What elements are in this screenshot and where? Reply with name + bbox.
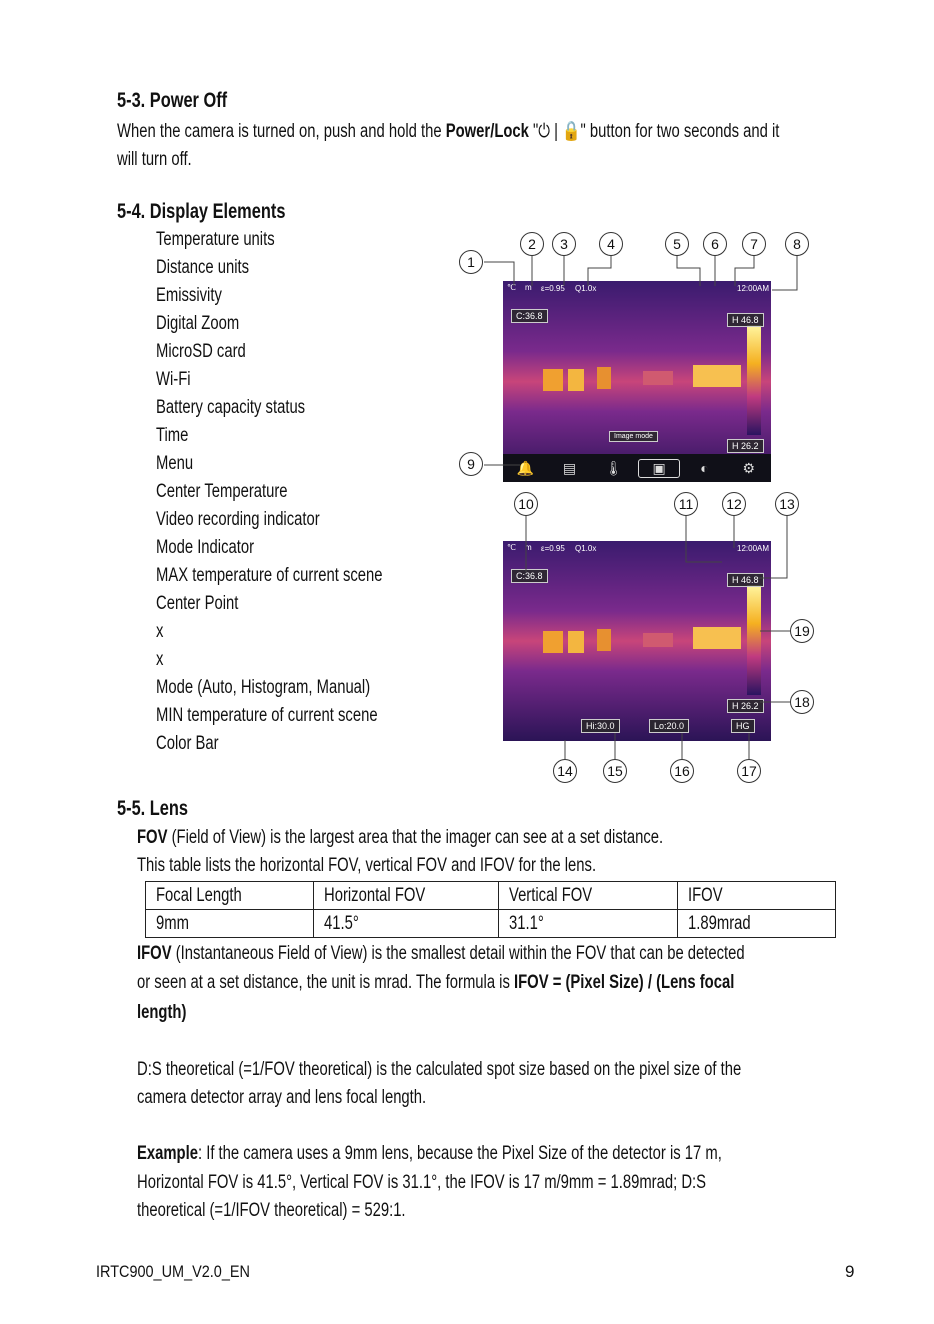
callout-7: 7	[742, 232, 766, 256]
thermometer-icon[interactable]: 🌡	[604, 459, 623, 476]
power-lock-label: Power/Lock	[445, 121, 529, 142]
callout-6: 6	[703, 232, 727, 256]
list-item: Mode Indicator	[156, 537, 255, 558]
gear-icon[interactable]: ⚙	[742, 459, 756, 476]
cell-text: Focal Length	[156, 884, 242, 906]
emissivity-value: ε=0.95	[541, 544, 565, 553]
callout-12: 12	[722, 492, 746, 516]
list-item: Wi-Fi	[156, 369, 191, 390]
ifov-formula: IFOV = (Pixel Size) / (Lens focal	[514, 972, 735, 993]
list-item: Time	[156, 425, 189, 446]
callout-19: 19	[790, 619, 814, 643]
callout-3: 3	[552, 232, 576, 256]
list-item: Mode (Auto, Histogram, Manual)	[156, 677, 371, 698]
list-item: Emissivity	[156, 285, 222, 306]
mode-hg[interactable]: HG	[731, 719, 755, 733]
callout-8: 8	[785, 232, 809, 256]
table-cell	[678, 882, 836, 910]
hi-level[interactable]: Hi:30.0	[581, 719, 620, 733]
list-item: Temperature units	[156, 229, 275, 250]
time-value: 12:00AM	[737, 544, 770, 553]
cell-text: 31.1°	[509, 912, 544, 934]
lo-level[interactable]: Lo:20.0	[649, 719, 689, 733]
cell-text: Horizontal FOV	[324, 884, 426, 906]
callout-2: 2	[520, 232, 544, 256]
list-item: Distance units	[156, 257, 250, 278]
cell-text: 9mm	[156, 912, 189, 934]
callout-17: 17	[737, 759, 761, 783]
list-item: MicroSD card	[156, 341, 246, 362]
cell-text: 1.89mrad	[688, 912, 751, 934]
callout-1: 1	[459, 250, 483, 274]
callout-18: 18	[790, 690, 814, 714]
display-icon[interactable]: ▤	[562, 459, 577, 476]
bell-icon[interactable]: 🔔	[516, 459, 534, 476]
fov-term: FOV	[137, 827, 168, 848]
table-cell	[499, 882, 678, 910]
cell-text: Vertical FOV	[509, 884, 593, 906]
list-item: MIN temperature of current scene	[156, 705, 378, 726]
table-header-row	[146, 882, 836, 910]
text: or seen at a set distance, the unit is mrad. The formula is	[137, 972, 515, 993]
callout-14: 14	[553, 759, 577, 783]
list-item: Center Point	[156, 593, 239, 614]
ds-paragraph-line2: camera detector array and lens focal length.	[137, 1087, 427, 1108]
mode-indicator: Image mode	[609, 431, 658, 442]
ds-paragraph-line1: D:S theoretical (=1/FOV theoretical) is the calculated spot size based on the pixel size of the	[137, 1059, 742, 1080]
list-item: x	[156, 649, 164, 670]
list-item: MAX temperature of current scene	[156, 565, 383, 586]
callout-15: 15	[603, 759, 627, 783]
section-heading-power-off: 5-3. Power Off	[117, 89, 228, 112]
example-term: Example	[137, 1143, 198, 1164]
cell-text: 41.5°	[324, 912, 359, 934]
text: (Field of View) is the largest area that the imager can see at a set distance.	[167, 827, 664, 848]
fov-table	[145, 881, 836, 938]
callout-13: 13	[775, 492, 799, 516]
footer-doc-id: IRTC900_UM_V2.0_EN	[96, 1262, 250, 1281]
center-temperature: C:36.8	[511, 569, 548, 583]
emissivity-value: ε=0.95	[541, 284, 565, 293]
palette-icon[interactable]: ◐	[700, 460, 709, 476]
section-heading-lens: 5-5. Lens	[117, 797, 189, 820]
table-cell	[678, 910, 836, 938]
example-paragraph-line1	[137, 1144, 722, 1163]
image-icon[interactable]: ▣	[638, 459, 680, 478]
zoom-value: Q1.0x	[575, 544, 597, 553]
list-item: x	[156, 621, 164, 642]
ifov-paragraph-line2	[137, 973, 734, 992]
temperature-unit: ℃	[507, 283, 516, 292]
fov-paragraph	[137, 828, 663, 847]
text: When the camera is turned on, push and hold the	[117, 121, 446, 142]
distance-unit: m	[525, 283, 532, 292]
text: : If the camera uses a 9mm lens, because the Pixel Size of the detector is 17 m,	[197, 1143, 722, 1164]
text: button for two seconds and it	[589, 121, 780, 142]
section-heading-display-elements: 5-4. Display Elements	[117, 200, 286, 223]
callout-4: 4	[599, 232, 623, 256]
list-item: Menu	[156, 453, 194, 474]
callout-16: 16	[670, 759, 694, 783]
cell-text: IFOV	[688, 884, 723, 906]
table-cell	[146, 910, 314, 938]
max-temperature: H 46.8	[727, 313, 764, 327]
table-row	[146, 910, 836, 938]
callout-11: 11	[674, 492, 698, 516]
list-item: Center Temperature	[156, 481, 288, 502]
callout-9: 9	[459, 452, 483, 476]
ifov-formula-line2: length)	[137, 1002, 187, 1023]
page-number: 9	[845, 1262, 855, 1281]
center-temperature: C:36.8	[511, 309, 548, 323]
list-item: Digital Zoom	[156, 313, 240, 334]
list-item: Battery capacity status	[156, 397, 306, 418]
temperature-unit: ℃	[507, 543, 516, 552]
table-intro: This table lists the horizontal FOV, vertical FOV and IFOV for the lens.	[137, 855, 597, 876]
time-value: 12:00AM	[737, 284, 770, 293]
min-temperature: H 26.2	[727, 699, 764, 713]
power-off-paragraph-line2: will turn off.	[117, 149, 192, 170]
ifov-term: IFOV	[137, 943, 172, 964]
callout-5: 5	[665, 232, 689, 256]
ifov-paragraph-line1	[137, 944, 745, 963]
table-cell	[499, 910, 678, 938]
example-paragraph-line3: theoretical (=1/IFOV theoretical) = 529:1.	[137, 1200, 406, 1221]
list-item: Color Bar	[156, 733, 219, 754]
table-cell	[146, 882, 314, 910]
example-paragraph-line2: Horizontal FOV is 41.5°, Vertical FOV is 31.1°, the IFOV is 17 m/9mm = 1.89mrad; D:S	[137, 1172, 707, 1193]
table-cell	[314, 882, 499, 910]
zoom-value: Q1.0x	[575, 284, 597, 293]
list-item: Video recording indicator	[156, 509, 320, 530]
max-temperature: H 46.8	[727, 573, 764, 587]
power-lock-icon: "⏻ | 🔒"	[528, 121, 590, 142]
table-cell	[314, 910, 499, 938]
min-temperature: H 26.2	[727, 439, 764, 453]
callout-10: 10	[514, 492, 538, 516]
distance-unit: m	[525, 543, 532, 552]
text: (Instantaneous Field of View) is the smallest detail within the FOV that can be detected	[171, 943, 745, 964]
